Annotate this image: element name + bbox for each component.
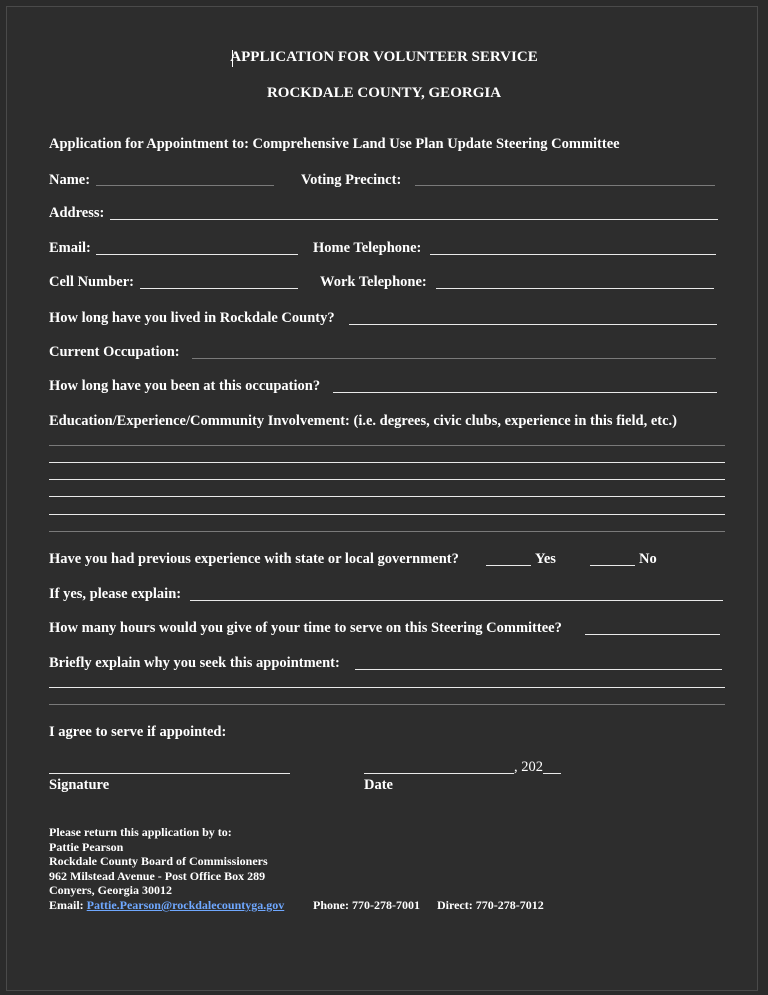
contact-email-link[interactable]: Pattie.Pearson@rockdalecountyga.gov [86, 898, 285, 912]
occupation-time-field[interactable] [333, 392, 717, 393]
education-line-6[interactable] [49, 531, 725, 532]
why-field[interactable] [355, 669, 722, 670]
why-line-3[interactable] [49, 704, 725, 705]
work-phone-field[interactable] [436, 288, 714, 289]
date-field[interactable] [364, 773, 514, 774]
education-line-2[interactable] [49, 462, 725, 463]
county-title: ROCKDALE COUNTY, GEORGIA [266, 85, 502, 101]
why-line-2[interactable] [49, 687, 725, 688]
voting-precinct-label [301, 172, 401, 189]
signature-field[interactable] [49, 773, 290, 774]
education-line-3[interactable] [49, 479, 725, 480]
email-label: Email: [49, 240, 91, 256]
name-label: Name: [49, 172, 91, 188]
hours-field[interactable] [585, 634, 720, 635]
explain-field[interactable] [190, 600, 723, 601]
voting-precinct-text: Voting Precinct: [301, 172, 402, 188]
return-label: Please return this application by to: [49, 825, 232, 839]
contact-address-1: 962 Milstead Avenue - Post Office Box 289 [49, 869, 266, 883]
email-field[interactable] [96, 254, 298, 255]
year-text: , 202 [514, 759, 543, 775]
occupation-field[interactable] [192, 358, 716, 359]
gov-experience-label: Have you had previous experience with state or local government? [49, 551, 459, 567]
contact-org: Rockdale County Board of Commissioners [49, 854, 268, 868]
hours-label: How many hours would you give of your time to serve on this Steering Committee? [49, 620, 562, 636]
date-label: Date [364, 777, 393, 793]
cell-field[interactable] [140, 288, 298, 289]
contact-direct: Direct: 770-278-7012 [437, 898, 544, 912]
why-label: Briefly explain why you seek this appointment: [49, 655, 340, 671]
explain-label: If yes, please explain: [49, 586, 182, 602]
contact-phone: Phone: 770-278-7001 [313, 898, 420, 912]
no-label: No [639, 551, 657, 567]
education-line-4[interactable] [49, 496, 725, 497]
contact-address-2: Conyers, Georgia 30012 [49, 883, 172, 897]
address-label: Address: [49, 205, 105, 221]
contact-email-label: Email: [49, 898, 84, 912]
home-phone-label: Home Telephone: [313, 240, 422, 256]
lived-field[interactable] [349, 324, 717, 325]
year-blank[interactable] [543, 773, 561, 774]
lived-label: How long have you lived in Rockdale County? [49, 310, 335, 326]
education-line-1[interactable] [49, 445, 725, 446]
education-label: Education/Experience/Community Involvement: (i.e. degrees, civic clubs, experience in this field, etc.) [49, 413, 677, 429]
occupation-time-label: How long have you been at this occupation? [49, 378, 321, 394]
form-title: APPLICATION FOR VOLUNTEER SERVICE [230, 49, 538, 65]
cell-label: Cell Number: [49, 274, 134, 290]
appointment-line: Application for Appointment to: Comprehensive Land Use Plan Update Steering Committee [49, 136, 620, 152]
occupation-label: Current Occupation: [49, 344, 180, 360]
address-field[interactable] [110, 219, 718, 220]
home-phone-field[interactable] [430, 254, 716, 255]
yes-blank[interactable] [486, 565, 531, 566]
no-blank[interactable] [590, 565, 635, 566]
contact-name: Pattie Pearson [49, 840, 124, 854]
name-field[interactable] [96, 185, 274, 186]
agree-label: I agree to serve if appointed: [49, 724, 227, 740]
contact-email-line [49, 898, 284, 913]
voting-precinct-field[interactable] [415, 185, 715, 186]
yes-label: Yes [535, 551, 556, 567]
signature-label: Signature [49, 777, 110, 793]
education-line-5[interactable] [49, 514, 725, 515]
work-phone-label: Work Telephone: [320, 274, 427, 290]
